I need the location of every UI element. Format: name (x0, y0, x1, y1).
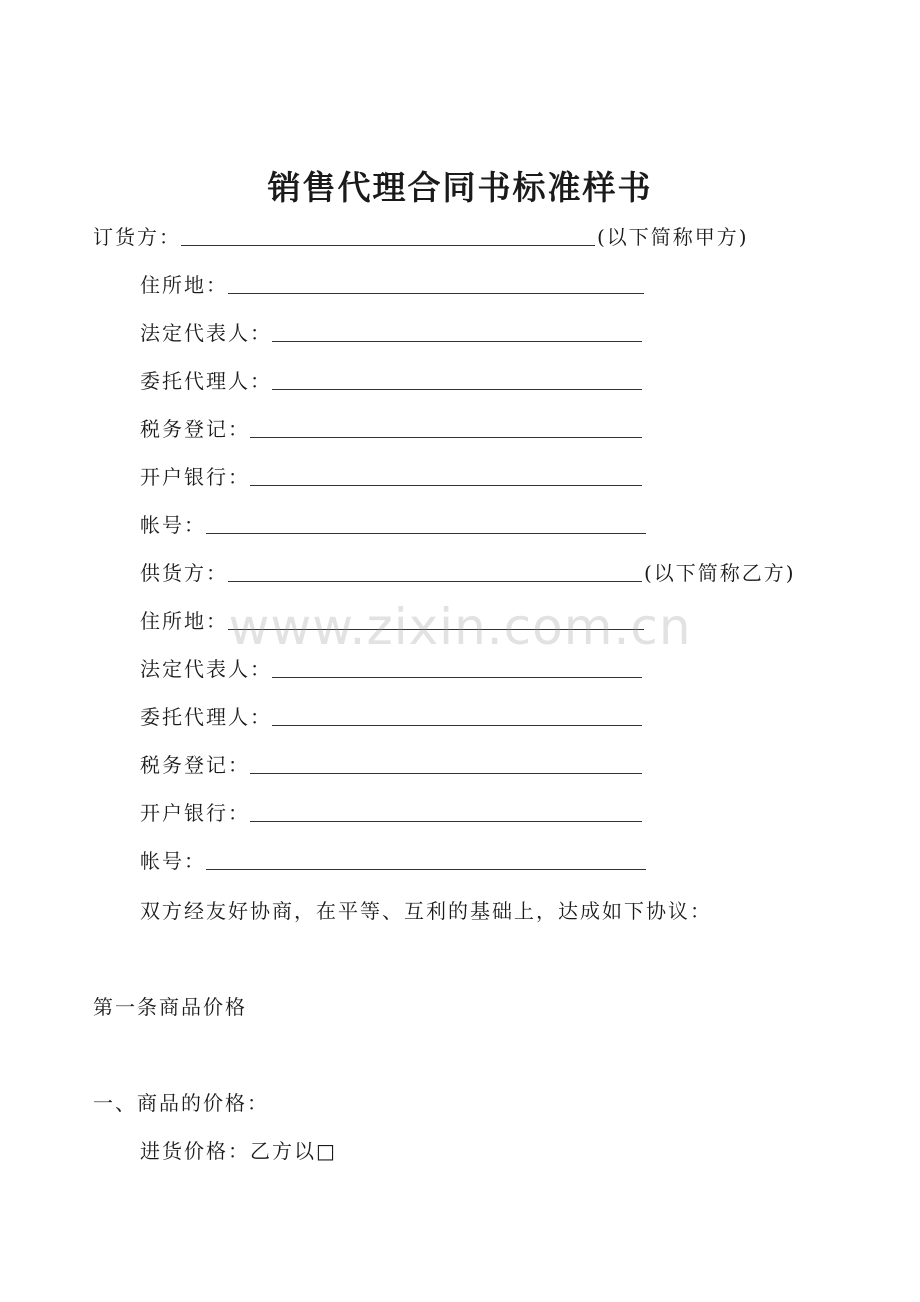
buyer-label: 订货方： (93, 225, 181, 249)
buyer-legal-rep-blank[interactable] (272, 341, 642, 342)
buyer-suffix: (以下简称甲方) (597, 225, 749, 249)
buyer-name-blank[interactable] (181, 245, 595, 246)
watermark: www.zixin.com.cn (228, 598, 692, 656)
field-label: 委托代理人： (140, 369, 272, 393)
field-label: 住所地： (140, 609, 228, 633)
field-label: 开户银行： (140, 465, 250, 489)
seller-bank-line (140, 798, 642, 826)
buyer-account-line (140, 510, 646, 538)
field-label: 法定代表人： (140, 657, 272, 681)
seller-line (140, 558, 796, 586)
buyer-address-blank[interactable] (228, 293, 644, 294)
agreement-intro: 双方经友好协商，在平等、互利的基础上，达成如下协议： (140, 899, 712, 923)
buyer-tax-blank[interactable] (250, 437, 642, 438)
seller-address-line (140, 606, 644, 634)
seller-agent-blank[interactable] (272, 725, 642, 726)
buyer-legal-rep-line (140, 318, 642, 346)
buyer-tax-line (140, 414, 642, 442)
buyer-account-blank[interactable] (206, 533, 646, 534)
seller-legal-rep-line (140, 654, 642, 682)
buyer-line (93, 222, 749, 250)
seller-label: 供货方： (140, 561, 228, 585)
seller-account-line (140, 846, 646, 874)
field-label: 税务登记： (140, 753, 250, 777)
seller-tax-blank[interactable] (250, 773, 642, 774)
buyer-agent-line (140, 366, 642, 394)
field-label: 住所地： (140, 273, 228, 297)
seller-name-blank[interactable] (228, 581, 642, 582)
seller-tax-line (140, 750, 642, 778)
field-label: 委托代理人： (140, 705, 272, 729)
subsection-heading: 一、商品的价格： (93, 1091, 269, 1115)
buyer-bank-line (140, 462, 642, 490)
page-title: 销售代理合同书标准样书 (267, 168, 653, 207)
buyer-bank-blank[interactable] (250, 485, 642, 486)
field-label: 开户银行： (140, 801, 250, 825)
seller-agent-line (140, 702, 642, 730)
buyer-address-line (140, 270, 644, 298)
seller-legal-rep-blank[interactable] (272, 677, 642, 678)
field-label: 帐号： (140, 513, 206, 537)
field-label: 法定代表人： (140, 321, 272, 345)
field-label: 税务登记： (140, 417, 250, 441)
seller-suffix: (以下简称乙方) (644, 561, 796, 585)
seller-address-blank[interactable] (228, 629, 644, 630)
purchase-price-text: 进货价格：乙方以□ (140, 1139, 337, 1163)
seller-bank-blank[interactable] (250, 821, 642, 822)
field-label: 帐号： (140, 849, 206, 873)
section-heading: 第一条商品价格 (93, 995, 247, 1019)
seller-account-blank[interactable] (206, 869, 646, 870)
buyer-agent-blank[interactable] (272, 389, 642, 390)
